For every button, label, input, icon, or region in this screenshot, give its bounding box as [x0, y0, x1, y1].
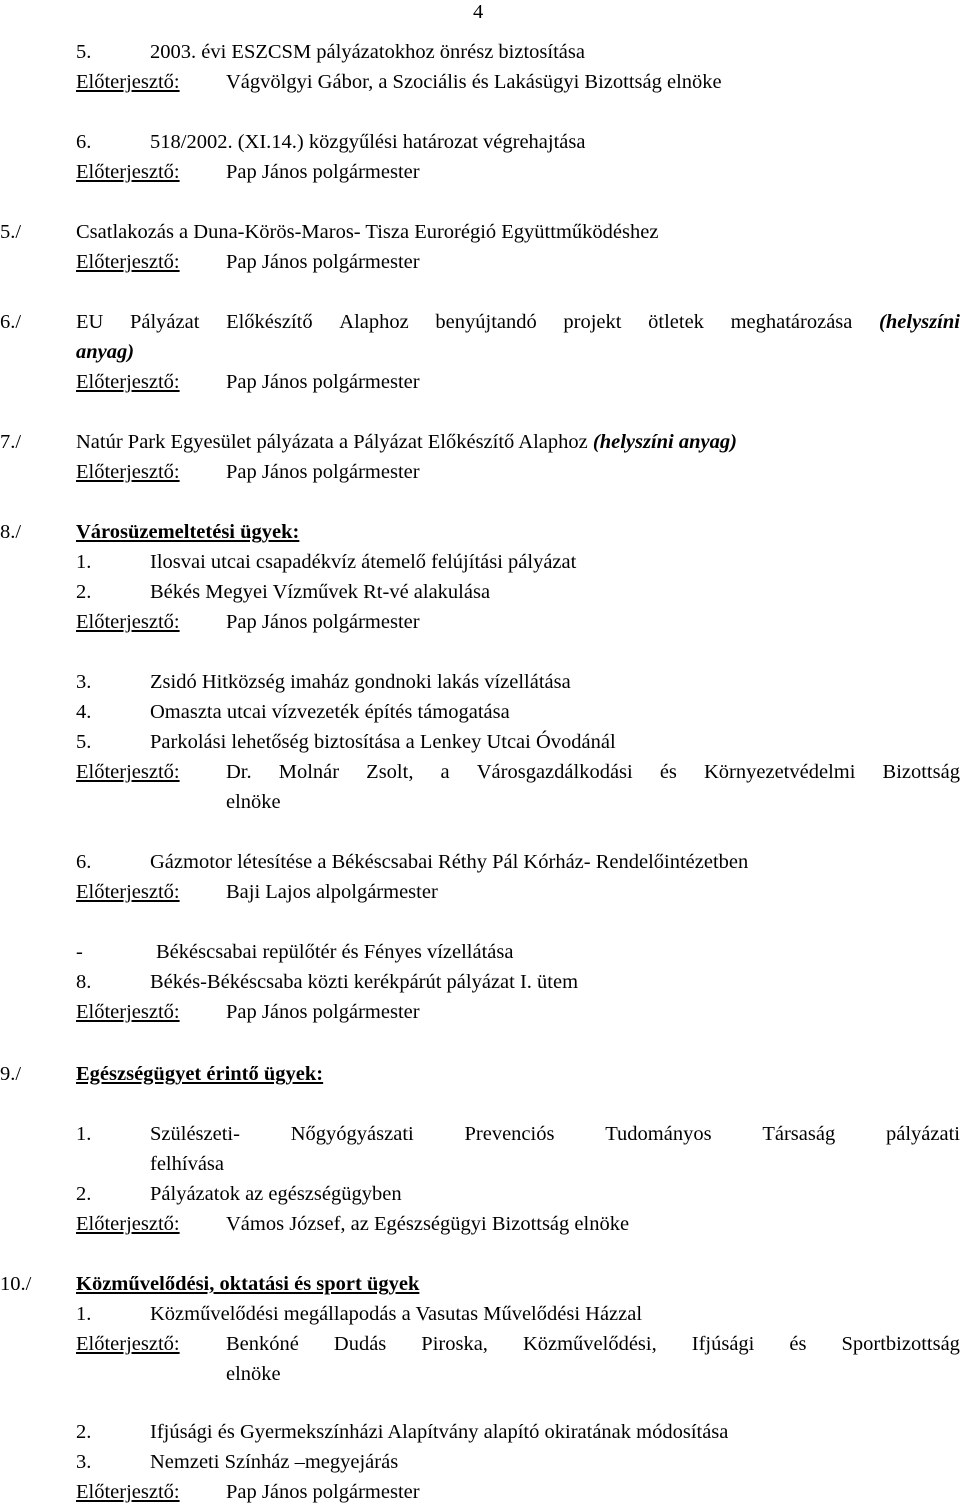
sub-item-number: 2. [76, 1183, 92, 1205]
presenter-name [226, 1332, 960, 1356]
title-word: Előkészítő [226, 311, 313, 333]
title-word: EU [76, 311, 104, 333]
title-word: Pályázat [129, 311, 200, 333]
title-word: benyújtandó [435, 311, 537, 333]
item-number: 6. [76, 131, 92, 153]
presenter-name: Pap János polgármester [226, 611, 420, 633]
item-title [76, 310, 960, 334]
sub-item-number: 2. [76, 1421, 92, 1443]
item-number: 9./ [0, 1063, 22, 1085]
sub-item-number: - [76, 941, 83, 963]
sub-item-number: 5. [76, 731, 92, 753]
presenter-label: Előterjesztő: [76, 1481, 180, 1503]
presenter-name-cont: elnöke [226, 791, 281, 813]
section-heading: Városüzemeltetési ügyek: [76, 521, 300, 543]
presenter-name: Pap János polgármester [226, 371, 420, 393]
sub-item-title [150, 1122, 960, 1146]
section-heading: Közművelődési, oktatási és sport ügyek [76, 1273, 420, 1295]
section-heading: Egészségügyet érintő ügyek: [76, 1063, 324, 1085]
item-number: 10./ [0, 1273, 32, 1295]
presenter-label: Előterjesztő: [76, 71, 180, 93]
presenter-word: a [440, 761, 450, 783]
presenter-word: Benkóné [226, 1333, 299, 1355]
sub-item-title: Pályázatok az egészségügyben [150, 1183, 402, 1205]
presenter-name: Pap János polgármester [226, 1001, 420, 1023]
sub-item-title: Békéscsabai repülőtér és Fényes vízellátása [156, 941, 514, 963]
presenter-name: Pap János polgármester [226, 461, 420, 483]
title-word: pályázati [885, 1123, 960, 1145]
presenter-word: Molnár [278, 761, 340, 783]
sub-item-title: Zsidó Hitközség imaház gondnoki lakás vízellátása [150, 671, 571, 693]
item-title: 518/2002. (XI.14.) közgyűlési határozat végrehajtása [150, 131, 586, 153]
presenter-word: Közművelődési, [522, 1333, 657, 1355]
presenter-label: Előterjesztő: [76, 161, 180, 183]
title-word: Prevenciós [464, 1123, 555, 1145]
presenter-label: Előterjesztő: [76, 461, 180, 483]
sub-item-title: Békés Megyei Vízművek Rt-vé alakulása [150, 581, 491, 603]
presenter-name: Baji Lajos alpolgármester [226, 881, 438, 903]
presenter-word: Dr. [226, 761, 252, 783]
title-word: ötletek [648, 311, 704, 333]
sub-item-title: Parkolási lehetőség biztosítása a Lenkey Utcai Óvodánál [150, 731, 616, 753]
presenter-label: Előterjesztő: [76, 611, 180, 633]
presenter-name-cont: elnöke [226, 1363, 281, 1385]
sub-item-number: 3. [76, 671, 92, 693]
presenter-name: Pap János polgármester [226, 161, 420, 183]
presenter-label: Előterjesztő: [76, 1213, 180, 1235]
presenter-name [226, 760, 960, 784]
sub-item-number: 1. [76, 551, 92, 573]
title-word: Társaság [762, 1123, 836, 1145]
presenter-name: Vámos József, az Egészségügyi Bizottság elnöke [226, 1213, 630, 1235]
presenter-label: Előterjesztő: [76, 1001, 180, 1023]
presenter-label: Előterjesztő: [76, 881, 180, 903]
presenter-word: és [789, 1333, 807, 1355]
item-title [76, 430, 737, 454]
title-word: Nőgyógyászati [290, 1123, 414, 1145]
sub-item-number: 4. [76, 701, 92, 723]
title-word: Alaphoz [339, 311, 409, 333]
sub-item-title: Békés-Békéscsaba közti kerékpárút pályázat I. ütem [150, 971, 579, 993]
title-word: Szülészeti- [150, 1123, 240, 1145]
sub-item-number: 8. [76, 971, 92, 993]
sub-item-number: 1. [76, 1303, 92, 1325]
sub-item-title: Ifjúsági és Gyermekszínházi Alapítvány alapító okiratának módosítása [150, 1421, 729, 1443]
item-title: Csatlakozás a Duna-Körös-Maros- Tisza Eurorégió Együttműködéshez [76, 221, 659, 243]
presenter-word: Ifjúsági [691, 1333, 755, 1355]
page-number: 4 [473, 1, 484, 23]
sub-item-title: Nemzeti Színház –megyejárás [150, 1451, 399, 1473]
presenter-name: Pap János polgármester [226, 251, 420, 273]
presenter-word: és [659, 761, 677, 783]
title-word: Tudományos [605, 1123, 712, 1145]
sub-item-number: 3. [76, 1451, 92, 1473]
presenter-name: Vágvölgyi Gábor, a Szociális és Lakásügyi Bizottság elnöke [226, 71, 722, 93]
title-text: Natúr Park Egyesület pályázata a Pályázat Előkészítő Alaphoz [76, 431, 588, 453]
presenter-word: Zsolt, [366, 761, 414, 783]
presenter-word: Piroska, [421, 1333, 488, 1355]
item-number: 5. [76, 41, 92, 63]
sub-item-title: Ilosvai utcai csapadékvíz átemelő felújítási pályázat [150, 551, 577, 573]
sub-item-title: Gázmotor létesítése a Békéscsabai Réthy Pál Kórház- Rendelőintézetben [150, 851, 749, 873]
presenter-word: Városgazdálkodási [476, 761, 633, 783]
sub-item-number: 6. [76, 851, 92, 873]
sub-item-title: Omaszta utcai vízvezeték építés támogatása [150, 701, 510, 723]
sub-item-title: Közművelődési megállapodás a Vasutas Művelődési Házzal [150, 1303, 643, 1325]
sub-item-title-cont: felhívása [150, 1153, 224, 1175]
item-number: 6./ [0, 311, 22, 333]
sub-item-number: 2. [76, 581, 92, 603]
item-title: 2003. évi ESZCSM pályázatokhoz önrész biztosítása [150, 41, 585, 63]
title-word: meghatározása [730, 311, 853, 333]
presenter-name: Pap János polgármester [226, 1481, 420, 1503]
title-note: (helyszíni anyag) [592, 431, 737, 453]
sub-item-number: 1. [76, 1123, 92, 1145]
title-word: projekt [563, 311, 622, 333]
title-note: (helyszíni [879, 311, 960, 333]
item-number: 8./ [0, 521, 22, 543]
item-number: 5./ [0, 221, 22, 243]
presenter-label: Előterjesztő: [76, 761, 180, 783]
presenter-label: Előterjesztő: [76, 1333, 180, 1355]
title-note-cont: anyag) [76, 341, 135, 363]
presenter-label: Előterjesztő: [76, 251, 180, 273]
presenter-word: Sportbizottság [841, 1333, 960, 1355]
presenter-label: Előterjesztő: [76, 371, 180, 393]
presenter-word: Környezetvédelmi [704, 761, 856, 783]
item-number: 7./ [0, 431, 22, 453]
presenter-word: Bizottság [882, 761, 960, 783]
presenter-word: Dudás [333, 1333, 387, 1355]
